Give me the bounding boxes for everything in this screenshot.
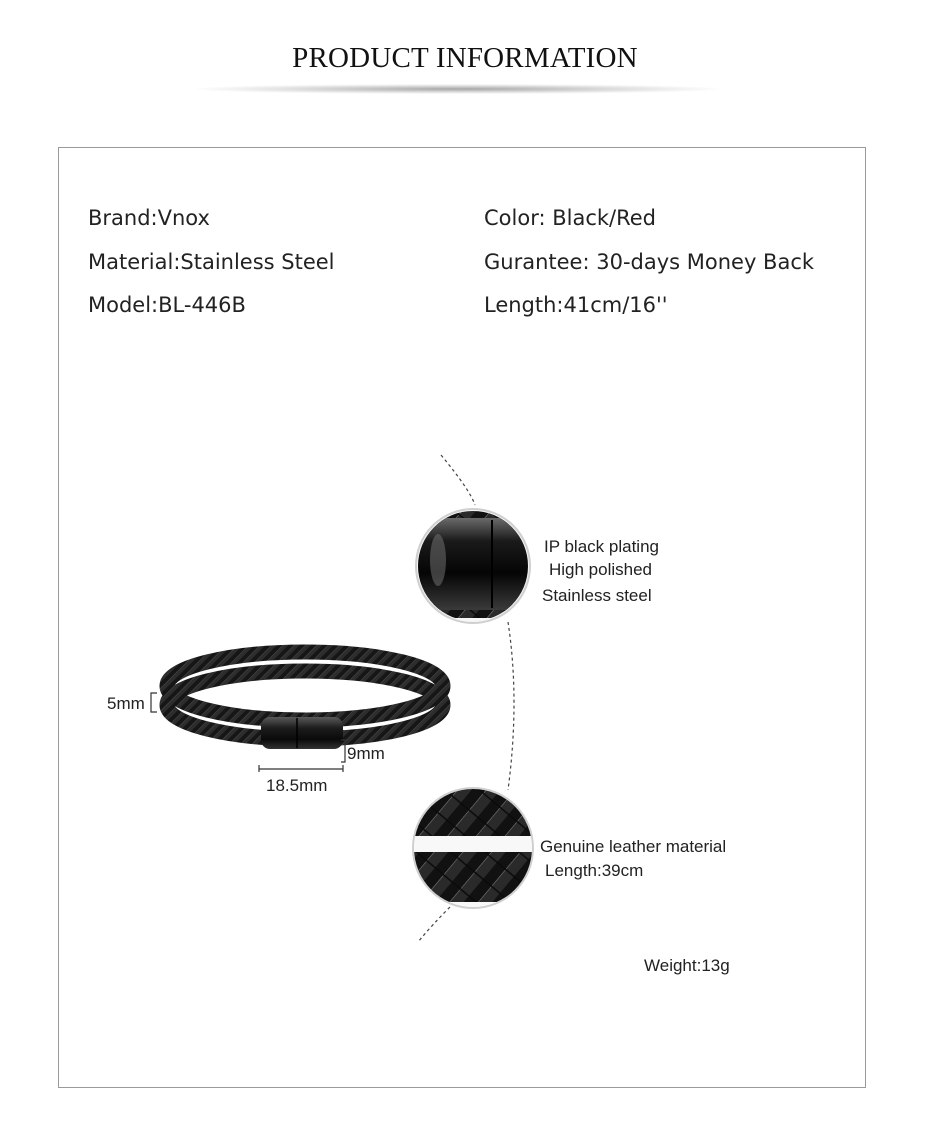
clasp-callout-line-3: Stainless steel	[542, 586, 652, 605]
bracelet-image	[167, 652, 443, 749]
page-title: PRODUCT INFORMATION	[292, 42, 638, 74]
dim-width-label: 5mm	[107, 694, 145, 713]
dim-clasp-diameter-label: 9mm	[347, 744, 385, 763]
spec-guarantee: Gurantee: 30-days Money Back	[484, 250, 815, 274]
leather-callout-line-1: Genuine leather material	[540, 837, 727, 856]
spec-model: Model:BL-446B	[88, 293, 246, 317]
spec-length: Length:41cm/16''	[484, 293, 668, 317]
spec-color: Color: Black/Red	[484, 206, 656, 230]
dim-clasp-length-label: 18.5mm	[266, 776, 328, 795]
clasp-callout-line-2: High polished	[549, 560, 653, 579]
leather-closeup-image	[410, 785, 540, 915]
spec-material: Material:Stainless Steel	[88, 250, 335, 274]
clasp-closeup-image	[410, 505, 558, 630]
leather-callout-line-2: Length:39cm	[545, 861, 644, 880]
spec-brand: Brand:Vnox	[88, 206, 210, 230]
clasp-callout-line-1: IP black plating	[544, 537, 659, 556]
dim-clasp-length-line	[259, 765, 343, 772]
dim-width-bracket	[151, 693, 157, 712]
weight-label: Weight:13g	[644, 956, 730, 975]
